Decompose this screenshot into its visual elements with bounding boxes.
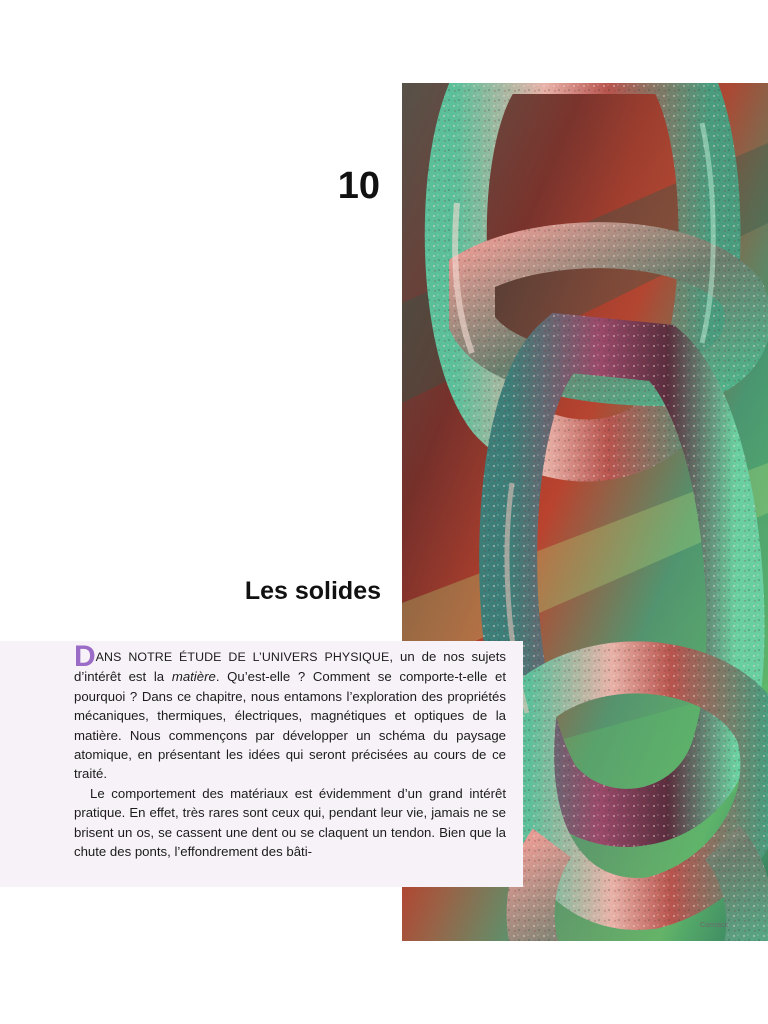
chapter-title: Les solides: [244, 577, 381, 605]
photo-credit: Cormack: [700, 922, 729, 929]
emphasis-word: matière: [171, 669, 216, 685]
intro-paragraph-1: [74, 640, 506, 784]
paragraph-1-text-b: . Qu’est-elle ? Comment se comporte-t-elle et pourquoi ? Dans ce chapitre, nous entamons l’exploration des propriétés mécaniques, thermiques, électriques, magnétiques et optiques de la matière. Nous commençons par développer un schéma du paysage atomique, en présentant les idées qui seront précisées au cours de ce traité.: [74, 669, 506, 782]
intro-paragraph-2: Le comportement des matériaux est évidemment d’un grand intérêt pratique. En effet, très rares sont ceux qui, pendant leur vie, jamais ne se brisent un os, se cassent une dent ou se claquent un tendon. Bien que la chute des ponts, l’effondrement des bâti-: [74, 785, 506, 860]
paragraph-1-text-a: , un de nos sujets d’intérêt est la: [74, 649, 506, 685]
intro-text: [74, 640, 506, 861]
drop-cap: D: [74, 640, 96, 673]
chapter-number: 10: [337, 165, 380, 207]
lead-in-small-caps: ANS NOTRE ÉTUDE DE L’UNIVERS PHYSIQUE: [95, 650, 390, 664]
